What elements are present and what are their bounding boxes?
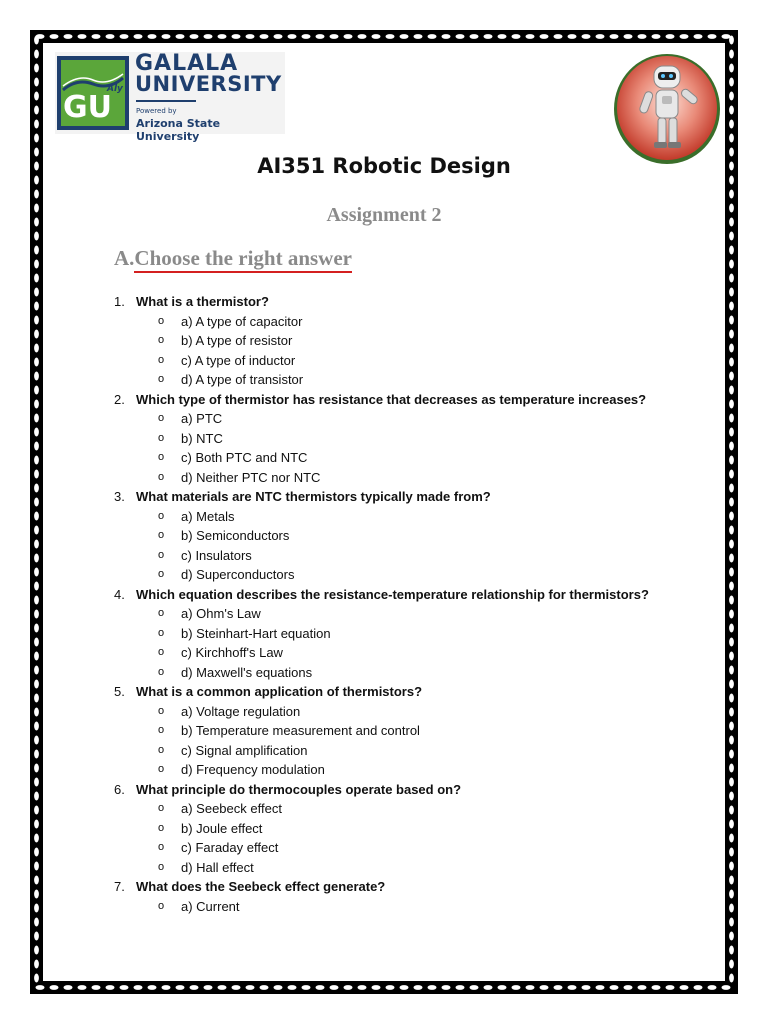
option-text: d) Frequency modulation: [181, 762, 325, 777]
answer-option: [114, 858, 714, 878]
bullet-icon: o: [158, 646, 165, 658]
bullet-icon: o: [158, 431, 165, 444]
answer-option: [114, 819, 714, 839]
logo-asu: Arizona State University: [136, 117, 221, 143]
question-list: [114, 292, 714, 916]
option-text: c) Both PTC and NTC: [181, 450, 308, 465]
answer-option: [114, 331, 714, 351]
logo-divider: [136, 100, 196, 102]
answer-option: [114, 507, 714, 527]
option-text: b) NTC: [181, 430, 223, 446]
option-text: a) Voltage regulation: [181, 703, 301, 719]
question-number: 2.: [114, 391, 125, 407]
section-label: Choose the right answer: [134, 246, 352, 273]
question-text: Which equation describes the resistance-temperature relationship for thermistors?: [136, 586, 649, 602]
question-text: What materials are NTC thermistors typically made from?: [136, 489, 491, 504]
university-logo: [55, 51, 285, 143]
page-title: AI351 Robotic Design: [257, 154, 511, 178]
logo-name-line1: GALALA: [135, 51, 239, 76]
question-number: 4.: [114, 586, 125, 602]
question-item: [114, 877, 714, 897]
option-text: c) A type of inductor: [181, 352, 296, 368]
option-text: a) Metals: [181, 508, 235, 524]
answer-option: [114, 565, 714, 585]
answer-option: [114, 897, 714, 917]
bullet-icon: o: [158, 841, 165, 853]
bullet-icon: o: [158, 743, 165, 756]
answer-option: [114, 351, 714, 371]
logo-powered-by: Powered by: [136, 107, 177, 115]
logo-badge-small-text: Aly: [107, 84, 123, 94]
answer-option: [114, 760, 714, 780]
answer-option: [114, 468, 714, 488]
logo-name-line2: UNIVERSITY: [135, 72, 282, 96]
section-heading: [114, 246, 352, 271]
question-number: 5.: [114, 684, 125, 699]
option-text: a) A type of capacitor: [181, 313, 303, 329]
bullet-icon: o: [158, 470, 165, 483]
question-number: 7.: [114, 879, 125, 894]
answer-option: [114, 526, 714, 546]
question-text: Which type of thermistor has resistance that decreases as temperature increases?: [136, 391, 647, 407]
option-text: b) Temperature measurement and control: [181, 723, 420, 738]
answer-option: [114, 370, 714, 390]
question-item: [114, 585, 714, 605]
option-text: c) Faraday effect: [181, 840, 279, 855]
bullet-icon: o: [158, 509, 165, 522]
answer-option: [114, 799, 714, 819]
question-number: 1.: [114, 294, 125, 309]
bullet-icon: o: [158, 568, 165, 580]
option-text: b) Joule effect: [181, 820, 263, 836]
bullet-icon: o: [158, 665, 165, 678]
option-text: b) A type of resistor: [181, 333, 293, 348]
page-subtitle: Assignment 2: [326, 204, 442, 226]
question-number: 3.: [114, 489, 125, 504]
question-item: [114, 780, 714, 800]
option-text: d) A type of transistor: [181, 372, 304, 387]
bullet-icon: o: [158, 802, 165, 814]
option-text: b) Steinhart-Hart equation: [181, 625, 331, 641]
bullet-icon: o: [158, 860, 165, 873]
question-item: [114, 487, 714, 507]
logo-badge-text: GU: [63, 90, 112, 125]
bullet-icon: o: [158, 314, 165, 327]
option-text: d) Maxwell's equations: [181, 664, 313, 680]
bullet-icon: o: [158, 821, 165, 834]
answer-option: [114, 838, 714, 858]
option-text: a) PTC: [181, 411, 223, 426]
bullet-icon: o: [158, 607, 165, 619]
answer-option: [114, 663, 714, 683]
bullet-icon: o: [158, 899, 165, 912]
bullet-icon: o: [158, 548, 165, 561]
bullet-icon: o: [158, 353, 165, 366]
answer-option: [114, 721, 714, 741]
bullet-icon: o: [158, 763, 165, 775]
bullet-icon: o: [158, 412, 165, 424]
answer-option: [114, 643, 714, 663]
option-text: d) Neither PTC nor NTC: [181, 469, 321, 485]
question-text: What principle do thermocouples operate based on?: [136, 781, 462, 797]
answer-option: [114, 546, 714, 566]
bullet-icon: o: [158, 529, 165, 541]
option-text: c) Kirchhoff's Law: [181, 645, 283, 660]
answer-option: [114, 702, 714, 722]
question-item: [114, 390, 714, 410]
answer-option: [114, 604, 714, 624]
answer-option: [114, 448, 714, 468]
question-text: What is a thermistor?: [136, 294, 269, 309]
option-text: a) Current: [181, 898, 240, 914]
answer-option: [114, 409, 714, 429]
bullet-icon: o: [158, 704, 165, 717]
answer-option: [114, 624, 714, 644]
option-text: a) Seebeck effect: [181, 801, 282, 816]
option-text: d) Superconductors: [181, 567, 295, 582]
option-text: a) Ohm's Law: [181, 606, 261, 621]
option-text: c) Signal amplification: [181, 742, 308, 758]
option-text: d) Hall effect: [181, 859, 254, 875]
question-item: [114, 292, 714, 312]
bullet-icon: o: [158, 451, 165, 463]
question-number: 6.: [114, 781, 125, 797]
bullet-icon: o: [158, 724, 165, 736]
bullet-icon: o: [158, 334, 165, 346]
option-text: b) Semiconductors: [181, 528, 290, 543]
answer-option: [114, 741, 714, 761]
question-text: What is a common application of thermistors?: [136, 684, 423, 699]
bullet-icon: o: [158, 626, 165, 639]
section-prefix: A.: [114, 246, 135, 270]
question-text: What does the Seebeck effect generate?: [136, 879, 386, 894]
option-text: c) Insulators: [181, 547, 252, 563]
question-item: [114, 682, 714, 702]
answer-option: [114, 312, 714, 332]
robot-icon: [612, 52, 722, 166]
bullet-icon: o: [158, 373, 165, 385]
answer-option: [114, 429, 714, 449]
